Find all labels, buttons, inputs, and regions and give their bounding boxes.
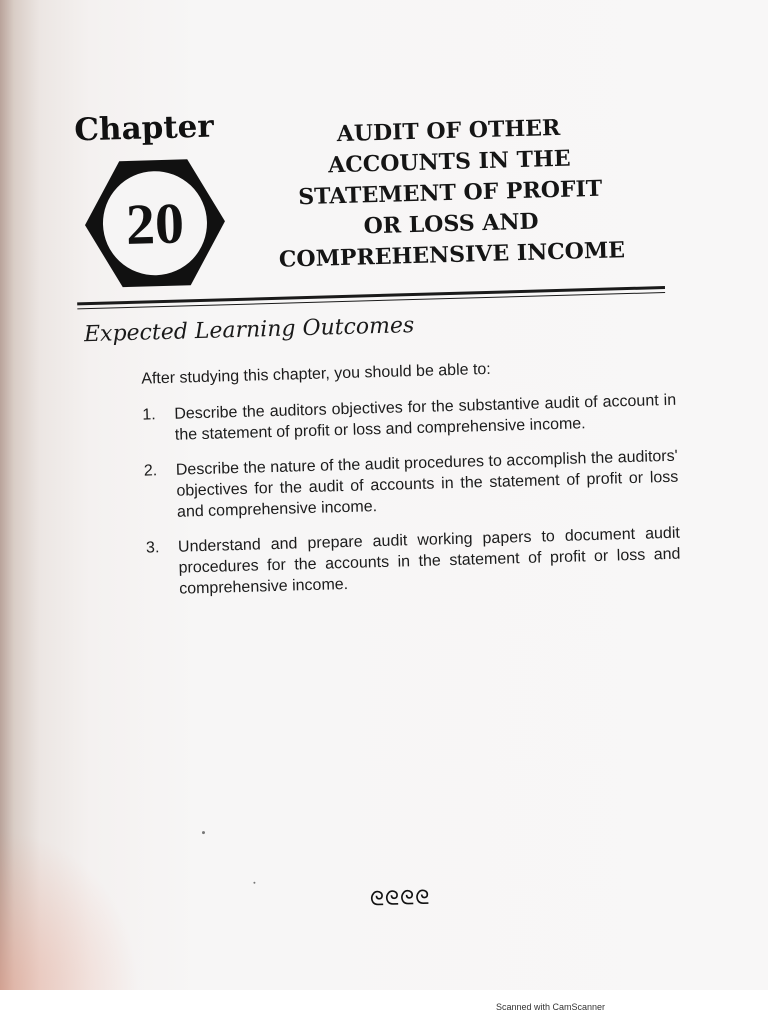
- chapter-title-line: OR LOSS AND: [363, 208, 539, 240]
- chapter-number: 20: [125, 189, 185, 257]
- outcome-number: 1.: [142, 406, 156, 424]
- outcome-text: Describe the auditors objectives for the substantive audit of account in the statement of profit or loss and comprehensive income.: [174, 391, 677, 444]
- chapter-badge: [81, 156, 229, 290]
- ornament-icon: ᘓᘓᘓᘓ: [369, 884, 431, 911]
- outcome-number: 2.: [143, 462, 158, 480]
- learning-outcomes-list: [142, 390, 682, 615]
- scanner-watermark: Scanned with CamScanner: [496, 1002, 606, 1012]
- section-heading: Expected Learning Outcomes: [83, 313, 415, 348]
- chapter-title-line: ACCOUNTS IN THE: [327, 145, 571, 179]
- outcome-number: 3.: [145, 539, 160, 557]
- chapter-title-line: COMPREHENSIVE INCOME: [278, 237, 626, 273]
- intro-text: After studying this chapter, you should be able to:: [141, 360, 491, 388]
- dust-speck: [202, 831, 205, 834]
- learning-outcome-item: [144, 446, 680, 524]
- outcome-text: Understand and prepare audit working papers to document audit procedures for the accounts in the statement of profit or loss and comprehensive income.: [177, 524, 681, 598]
- dust-speck: [253, 882, 255, 884]
- chapter-label: Chapter: [73, 108, 215, 149]
- learning-outcome-item: [146, 523, 682, 601]
- chapter-title: [238, 110, 662, 277]
- learning-outcome-item: [142, 390, 677, 447]
- divider-thick: [77, 286, 665, 305]
- outcome-text: Describe the nature of the audit procedures to accomplish the auditors' objectives for the audit of accounts in the statement of profit or loss and comprehensive income.: [175, 447, 679, 521]
- chapter-title-line: STATEMENT OF PROFIT: [297, 175, 603, 211]
- chapter-title-line: AUDIT OF OTHER: [336, 114, 561, 148]
